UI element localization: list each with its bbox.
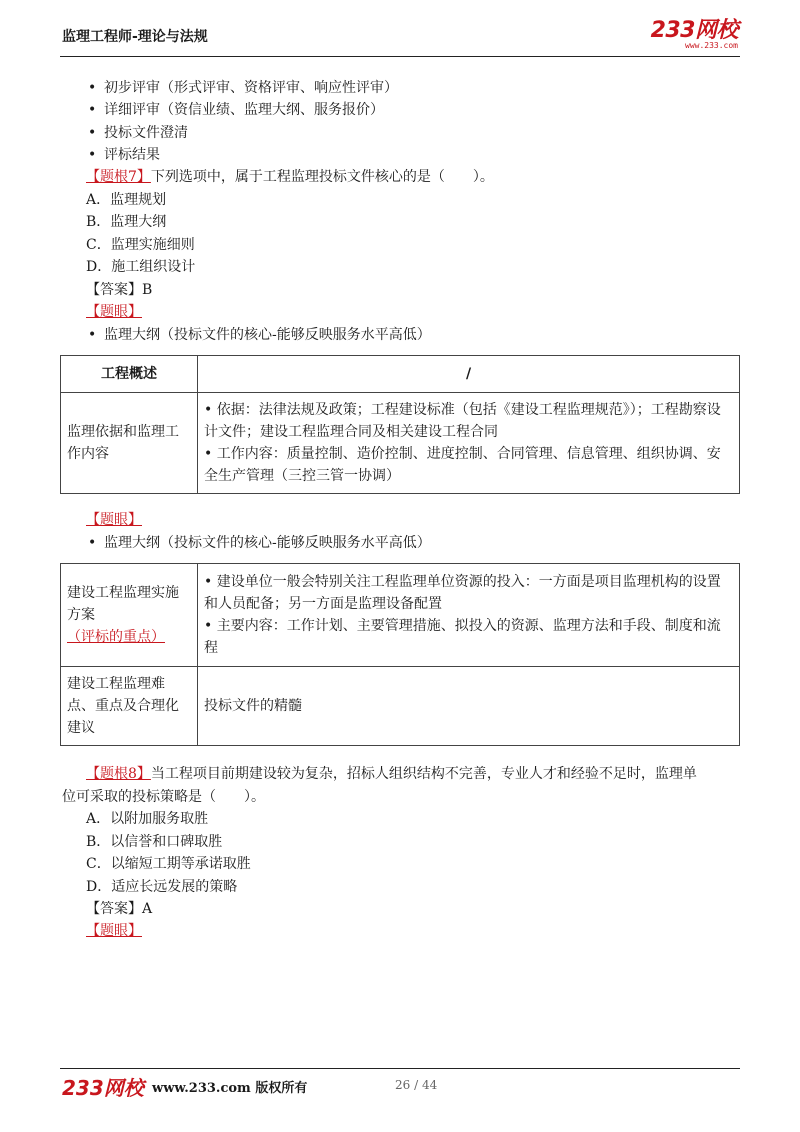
question-8 xyxy=(86,764,697,784)
table-cell: • 依据：法律法规及政策；工程建设标准（包括《建设工程监理规范》）；工程勘察设计文件；建设工程监理合同及相关建设工程合同 • 工作内容：质量控制、造价控制、进度控制、合同管理、信息管理、组织协调、安全生产管理（三控三管一协调） xyxy=(198,393,740,494)
option-d: D．施工组织设计 xyxy=(86,259,196,275)
answer: 【答案】B xyxy=(86,282,153,298)
option-b: B．监理大纲 xyxy=(86,214,167,230)
question-tag: 【题根7】 xyxy=(86,169,151,185)
bullet-icon: • xyxy=(88,80,97,96)
bullet-icon: • xyxy=(88,125,97,141)
table-row xyxy=(61,393,740,494)
question-7 xyxy=(86,167,494,187)
table-row xyxy=(61,564,740,667)
table-cell: 监理依据和监理工作内容 xyxy=(61,393,198,494)
table-cell: 建设工程监理难点、重点及合理化建议 xyxy=(61,667,198,746)
table-cell: 投标文件的精髓 xyxy=(198,667,740,746)
eye-bullet: • 监理大纲（投标文件的核心-能够反映服务水平高低） xyxy=(88,535,431,551)
question-text: 下列选项中，属于工程监理投标文件核心的是（ ）。 xyxy=(150,169,494,185)
question-text-cont: 位可采取的投标策略是（ ）。 xyxy=(62,789,265,805)
page-number: 26 / 44 xyxy=(395,1078,438,1092)
option-c: C．监理实施细则 xyxy=(86,237,195,253)
option-a: A．监理规划 xyxy=(86,192,167,208)
table-cell: 工程概述 xyxy=(61,356,198,393)
option-d: D．适应长远发展的策略 xyxy=(86,879,238,895)
bullet-icon: • xyxy=(88,535,97,551)
page-header-title: 监理工程师-理论与法规 xyxy=(62,29,208,45)
eye-tag: 【题眼】 xyxy=(86,512,142,528)
question-tag: 【题根8】 xyxy=(86,766,151,782)
table-row xyxy=(61,356,740,393)
eye-tag: 【题眼】 xyxy=(86,304,142,320)
question-text: 当工程项目前期建设较为复杂，招标人组织结构不完善，专业人才和经验不足时，监理单 xyxy=(150,766,697,782)
option-a: A．以附加服务取胜 xyxy=(86,811,209,827)
eye-bullet: • 监理大纲（投标文件的核心-能够反映服务水平高低） xyxy=(88,327,431,343)
logo-text: 233网校 xyxy=(650,18,738,43)
footer-logo[interactable]: 233网校 xyxy=(62,1076,144,1100)
header-divider xyxy=(60,56,740,57)
table-cell: • 建设单位一般会特别关注工程监理单位资源的投入：一方面是项目监理机构的设置和人员配备；另一方面是监理设备配置 • 主要内容：工作计划、主要管理措施、拟投入的资源、监理方法和手段、制度和流程 xyxy=(198,564,740,667)
footer-divider xyxy=(60,1068,740,1069)
bullet-icon: • xyxy=(88,102,97,118)
footer-site-text: www.233.com 版权所有 xyxy=(152,1081,308,1096)
eye-tag: 【题眼】 xyxy=(86,923,142,939)
list-item: • 投标文件澄清 xyxy=(88,125,188,141)
option-b: B．以信誉和口碑取胜 xyxy=(86,834,223,850)
list-item: • 初步评审（形式评审、资格评审、响应性评审） xyxy=(88,80,398,96)
outline-table-2 xyxy=(60,563,740,746)
bullet-icon: • xyxy=(88,327,97,343)
option-c: C．以缩短工期等承诺取胜 xyxy=(86,856,251,872)
table-cell: / xyxy=(198,356,740,393)
emphasis-note: （评标的重点） xyxy=(67,629,165,645)
table-cell: 建设工程监理实施方案 （评标的重点） xyxy=(61,564,198,667)
outline-table-1 xyxy=(60,355,740,494)
list-item: • 详细评审（资信业绩、监理大纲、服务报价） xyxy=(88,102,384,118)
bullet-icon: • xyxy=(88,147,97,163)
answer: 【答案】A xyxy=(86,901,153,917)
list-item: • 评标结果 xyxy=(88,147,160,163)
logo-url: www.233.com xyxy=(685,41,738,50)
table-row xyxy=(61,667,740,746)
brand-logo[interactable] xyxy=(651,20,738,51)
